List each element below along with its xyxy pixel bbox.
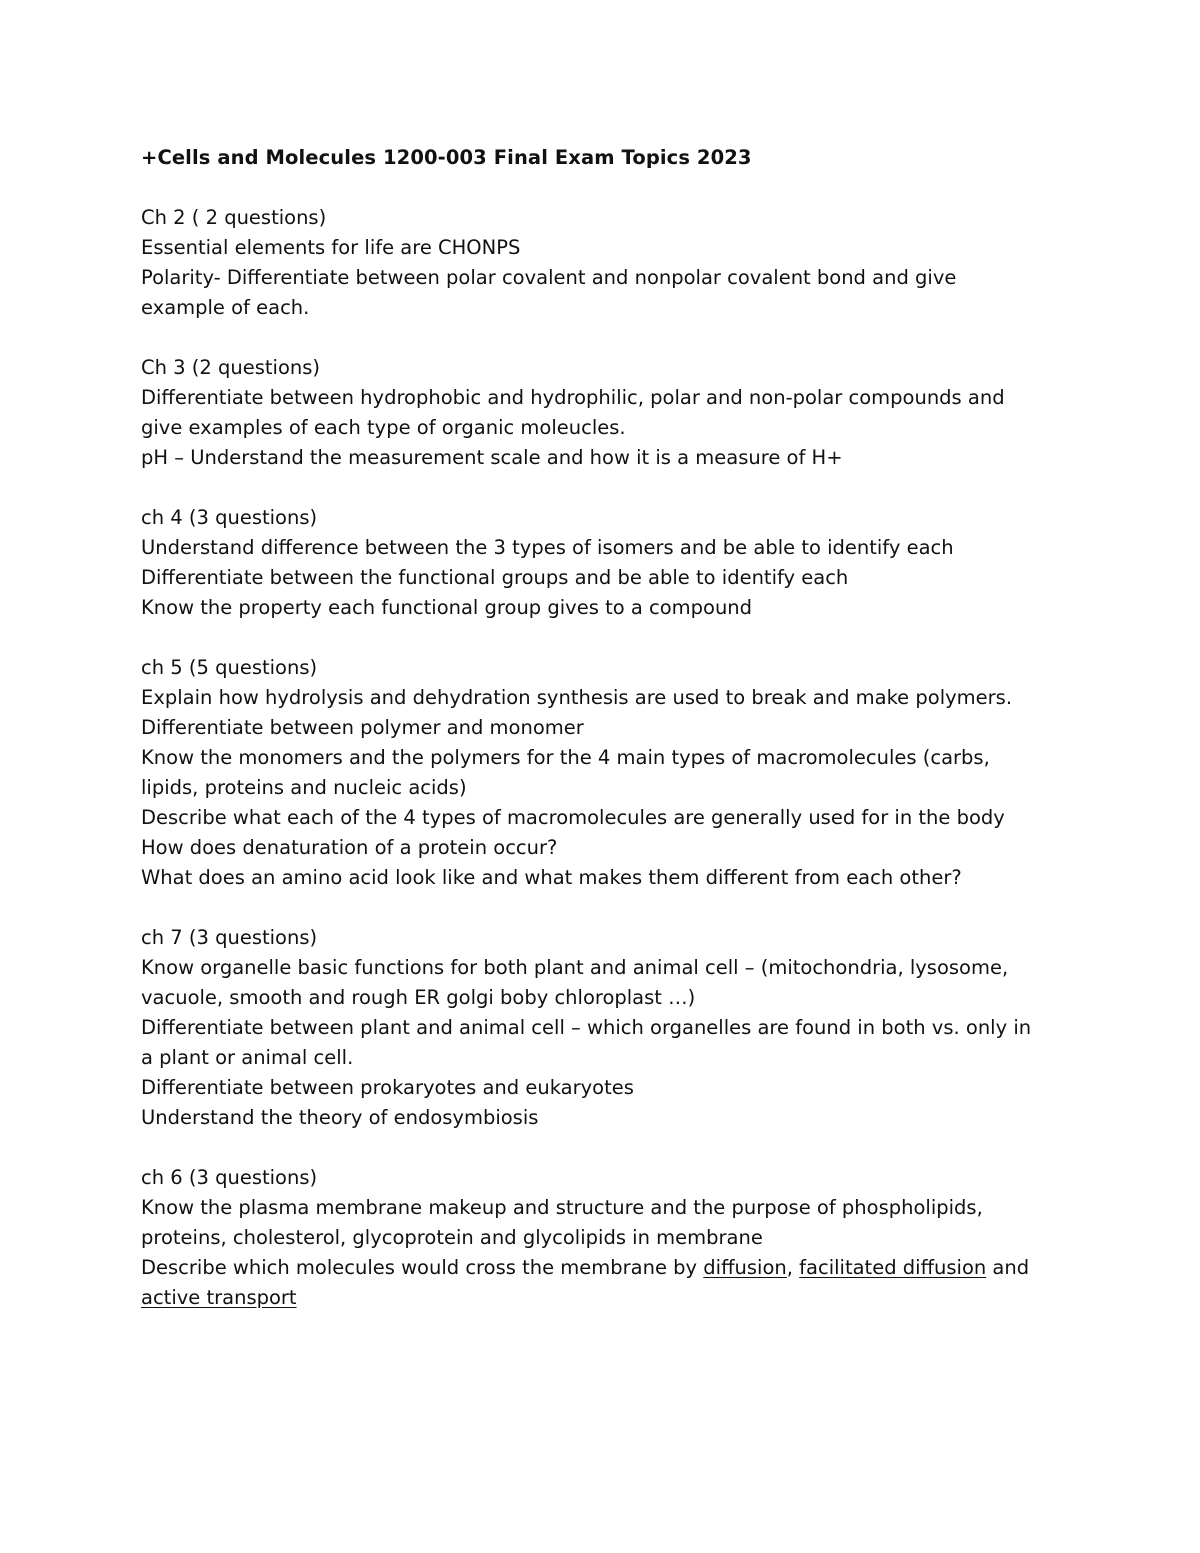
topic-line: example of each. <box>141 296 310 319</box>
topic-line: Differentiate between plant and animal cell – which organelles are found in both vs. only in <box>141 1016 1032 1039</box>
topic-line: vacuole, smooth and rough ER golgi boby chloroplast …) <box>141 986 696 1009</box>
topic-line: How does denaturation of a protein occur? <box>141 836 558 859</box>
topic-line: Understand difference between the 3 types of isomers and be able to identify each <box>141 536 954 559</box>
topic-line: Essential elements for life are CHONPS <box>141 236 521 259</box>
section-ch5 <box>141 653 1071 893</box>
topic-line: Differentiate between prokaryotes and eukaryotes <box>141 1076 634 1099</box>
section-ch6 <box>141 1163 1071 1313</box>
term-diffusion: diffusion <box>703 1256 787 1279</box>
topic-line: Know the monomers and the polymers for the 4 main types of macromolecules (carbs, <box>141 746 990 769</box>
topic-line: proteins, cholesterol, glycoprotein and glycolipids in membrane <box>141 1226 763 1249</box>
term-active-transport: active transport <box>141 1286 297 1309</box>
section-heading: ch 4 (3 questions) <box>141 506 318 529</box>
section-heading: Ch 2 ( 2 questions) <box>141 206 327 229</box>
topic-line: Know the plasma membrane makeup and structure and the purpose of phospholipids, <box>141 1196 983 1219</box>
topic-line: Understand the theory of endosymbiosis <box>141 1106 539 1129</box>
term-separator: , <box>786 1256 800 1279</box>
section-ch2 <box>141 203 1071 323</box>
topic-line: Describe what each of the 4 types of macromolecules are generally used for in the body <box>141 806 1005 829</box>
section-ch7 <box>141 923 1071 1133</box>
section-heading: ch 5 (5 questions) <box>141 656 318 679</box>
document-title: +Cells and Molecules 1200-003 Final Exam Topics 2023 <box>141 146 752 169</box>
topic-line: Polarity- Differentiate between polar covalent and nonpolar covalent bond and give <box>141 266 957 289</box>
exam-topics-page <box>141 143 1071 1343</box>
topic-line: Differentiate between polymer and monomer <box>141 716 584 739</box>
topic-line: a plant or animal cell. <box>141 1046 354 1069</box>
topic-line: Differentiate between the functional groups and be able to identify each <box>141 566 849 589</box>
topic-line: lipids, proteins and nucleic acids) <box>141 776 467 799</box>
topic-line: Explain how hydrolysis and dehydration synthesis are used to break and make polymers. <box>141 686 1013 709</box>
section-heading: Ch 3 (2 questions) <box>141 356 321 379</box>
topic-line: pH – Understand the measurement scale and how it is a measure of H+ <box>141 446 843 469</box>
section-heading: ch 6 (3 questions) <box>141 1166 318 1189</box>
topic-line: Know the property each functional group gives to a compound <box>141 596 753 619</box>
transport-line-prefix: Describe which molecules would cross the membrane by <box>141 1256 704 1279</box>
term-facilitated-diffusion: facilitated diffusion <box>799 1256 987 1279</box>
topic-line: What does an amino acid look like and what makes them different from each other? <box>141 866 962 889</box>
topic-line: Differentiate between hydrophobic and hydrophilic, polar and non-polar compounds and <box>141 386 1005 409</box>
term-separator: and <box>986 1256 1030 1279</box>
section-ch4 <box>141 503 1071 623</box>
topic-line: Know organelle basic functions for both plant and animal cell – (mitochondria, lysosome, <box>141 956 1009 979</box>
transport-line-continued <box>141 1283 1071 1313</box>
section-ch3 <box>141 353 1071 473</box>
transport-line <box>141 1253 1071 1283</box>
topic-line: give examples of each type of organic moleucles. <box>141 416 626 439</box>
section-heading: ch 7 (3 questions) <box>141 926 318 949</box>
